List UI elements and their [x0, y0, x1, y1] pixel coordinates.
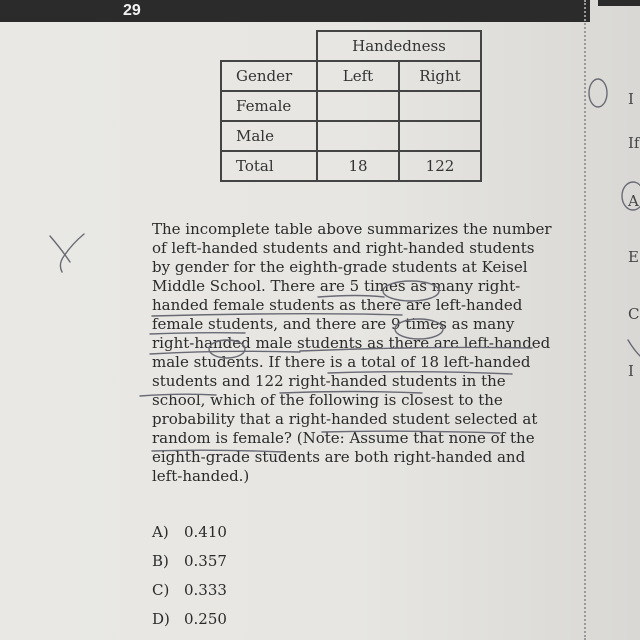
circle-mark	[383, 281, 439, 301]
row-label-female: Female	[221, 91, 317, 121]
row-label-male: Male	[221, 121, 317, 151]
margin-x-mark	[50, 236, 70, 262]
margin-circle-mark	[622, 182, 640, 210]
cell-total-right: 122	[399, 151, 481, 181]
margin-circle-mark	[589, 79, 607, 107]
choice-letter: A)	[152, 523, 169, 541]
circle-mark	[395, 319, 443, 339]
choice-letter: D)	[152, 610, 170, 628]
question-text: The incomplete table above summarizes the number of left-handed students and right-handed students by gender for the eighth-grade students at Keisel Middle School. There are 5 times as many right-handed female students as there are left-handed female students, and there are 9 times as many right-handed male students as there are left-handed male students. If there is a total of 18 left-handed students and 122 right-handed students in the school, which of the following is closest to the probability that a right-handed student selected at random is female? (Note: Assume that none of the eighth-grade students are both right-handed and left-handed.)	[152, 220, 552, 485]
cell-total-left: 18	[317, 151, 399, 181]
right-fragment: I	[628, 90, 634, 108]
col-left: Left	[317, 61, 399, 91]
underline-mark	[140, 394, 216, 396]
underline-mark	[628, 340, 640, 356]
underline-mark	[300, 347, 532, 351]
right-fragment: I	[628, 362, 634, 380]
right-fragment: C	[628, 305, 640, 323]
question-number: 29	[123, 2, 141, 19]
underline-mark	[150, 351, 300, 354]
handedness-header: Handedness	[317, 31, 481, 61]
choice-value: 0.410	[184, 523, 227, 541]
right-fragment: If	[628, 134, 640, 152]
underline-mark	[328, 372, 512, 374]
choice-value: 0.250	[184, 610, 227, 628]
choice-letter: B)	[152, 552, 169, 570]
underline-mark	[152, 314, 402, 316]
col-gender: Gender	[221, 61, 317, 91]
underline-mark	[280, 392, 422, 394]
choice-letter: C)	[152, 581, 170, 599]
col-right: Right	[399, 61, 481, 91]
underline-mark	[150, 333, 245, 334]
right-fragment: A	[628, 192, 639, 210]
right-fragment: E	[628, 248, 639, 266]
circle-mark	[209, 340, 245, 358]
underline-mark	[152, 450, 284, 452]
row-label-total: Total	[221, 151, 317, 181]
choice-value: 0.357	[184, 552, 227, 570]
underline-mark	[318, 296, 384, 298]
underline-mark	[322, 431, 500, 433]
choice-value: 0.333	[184, 581, 227, 599]
